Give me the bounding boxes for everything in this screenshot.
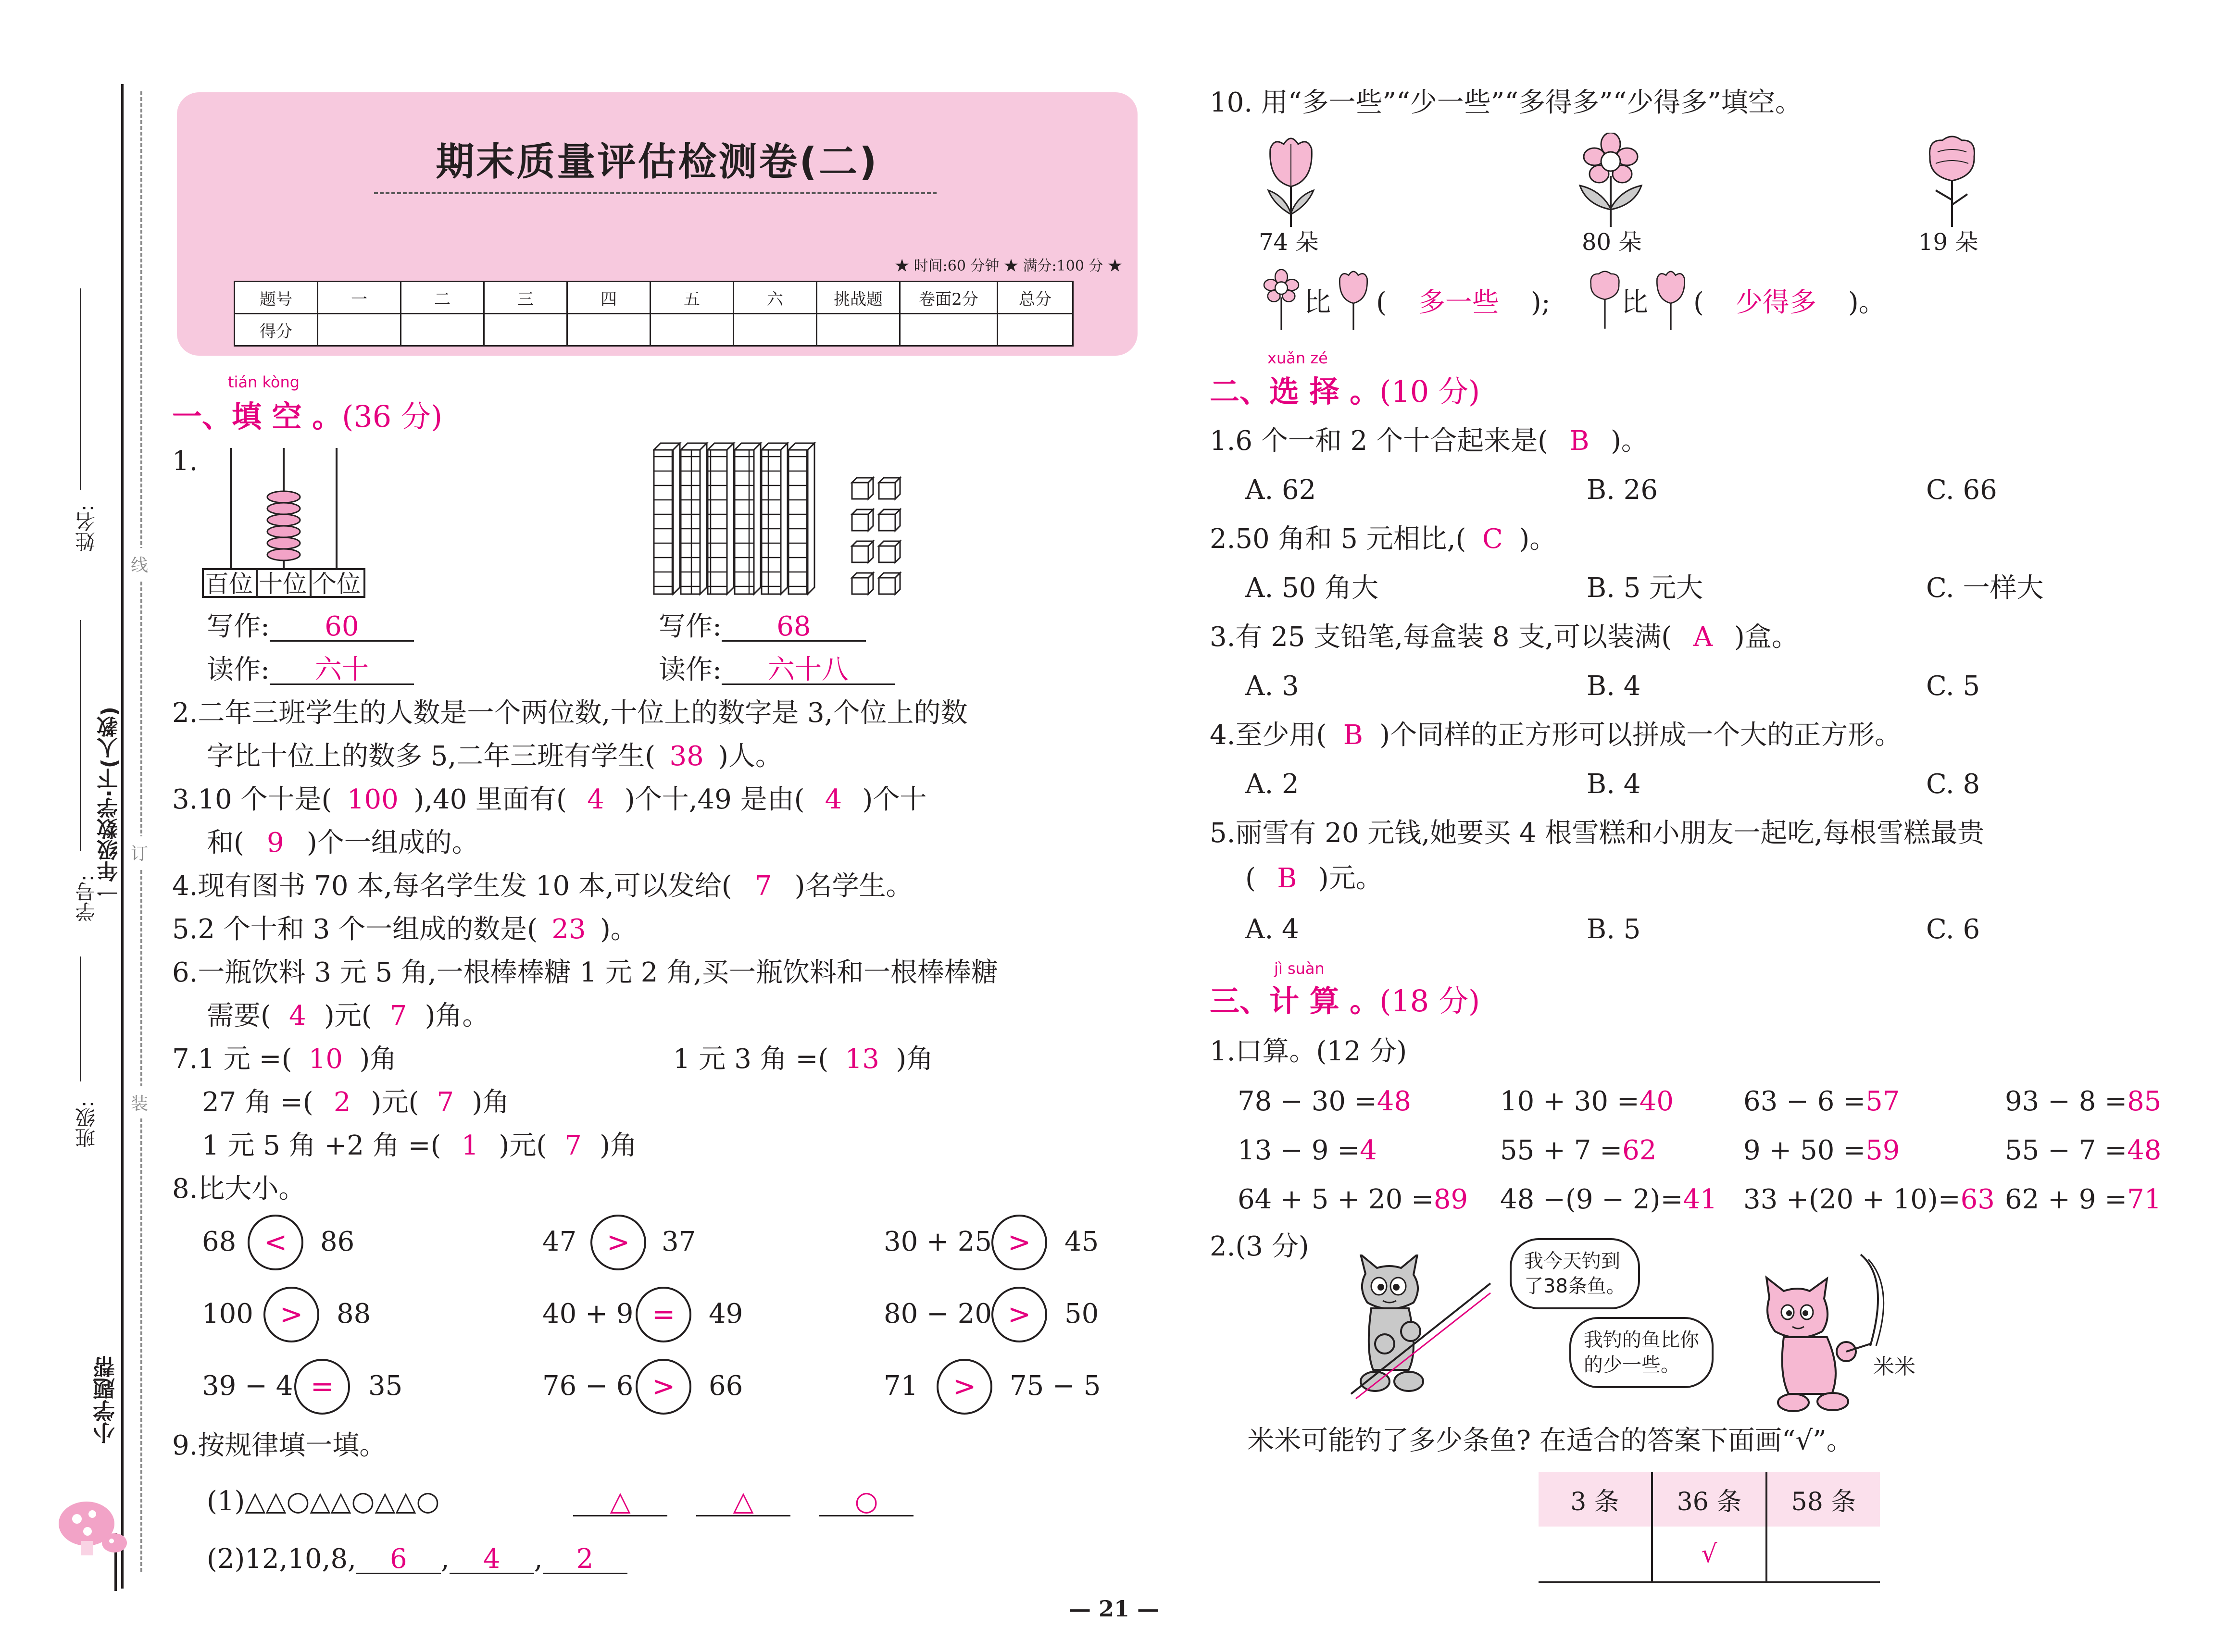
cmp-right: 49 xyxy=(709,1298,743,1329)
q7-text: 1 元 5 角 +2 角 =( xyxy=(202,1130,441,1161)
score-cell: 得分 xyxy=(235,314,318,346)
q7-answer-5[interactable]: 1 xyxy=(461,1130,479,1161)
s2-title xyxy=(1210,374,1480,409)
k1-title: 1.口算。(12 分) xyxy=(1210,1036,1407,1067)
score-input[interactable] xyxy=(567,314,651,346)
choice-option[interactable]: C. 66 xyxy=(1926,474,1997,506)
score-input[interactable] xyxy=(734,314,817,346)
q9-comma: , xyxy=(440,1543,450,1575)
q7-text: )元( xyxy=(371,1087,419,1118)
calc-expr: 93 − 8 = xyxy=(2005,1086,2128,1117)
cut-word-3: 装 xyxy=(131,1086,148,1118)
paren: ( xyxy=(1693,287,1704,318)
calc-answer[interactable]: 62 xyxy=(1622,1135,1657,1166)
calc-answer[interactable]: 41 xyxy=(1683,1184,1717,1215)
q2-text: )人。 xyxy=(718,741,782,772)
title-rule xyxy=(374,192,937,194)
score-cell: 总分 xyxy=(998,282,1073,314)
choice-option[interactable]: A. 62 xyxy=(1245,474,1316,506)
q3-text: )个一组成的。 xyxy=(306,827,479,858)
q5-text: 5.2 个十和 3 个一组成的数是( xyxy=(172,914,538,945)
name-line xyxy=(80,288,81,490)
calc-expr: 55 + 7 = xyxy=(1500,1135,1623,1166)
calc-answer[interactable]: 59 xyxy=(1865,1135,1900,1166)
q2-answer[interactable]: 38 xyxy=(669,741,704,772)
calc-expr: 9 + 50 = xyxy=(1743,1135,1866,1166)
cmp-left: 40 + 9 xyxy=(542,1298,634,1329)
k2-question: 米米可能钓了多少条鱼? 在适合的答案下面画“√”。 xyxy=(1247,1425,1853,1456)
cmp-sign-circle[interactable]: > xyxy=(937,1359,992,1415)
q9-comma: , xyxy=(534,1543,543,1575)
calc-answer[interactable]: 63 xyxy=(1960,1184,1995,1215)
q6-text: )元( xyxy=(324,1000,372,1031)
score-table-score-row xyxy=(235,314,1073,346)
cmp-left: 80 − 20 xyxy=(884,1298,992,1329)
q3-answer-4[interactable]: 9 xyxy=(267,827,284,858)
cmp-sign-circle[interactable]: > xyxy=(263,1287,319,1342)
q3-text: 和( xyxy=(207,827,244,858)
cmp-left: 76 − 6 xyxy=(542,1370,634,1402)
choice-5-answer[interactable]: B xyxy=(1277,863,1297,894)
cmp-sign-circle[interactable]: = xyxy=(294,1359,350,1415)
q5 xyxy=(172,916,638,943)
choice-option[interactable]: B. 5 xyxy=(1587,914,1641,945)
q4 xyxy=(172,870,913,902)
choice-option[interactable]: A. 50 角大 xyxy=(1245,572,1379,604)
q5-answer[interactable]: 23 xyxy=(551,914,586,945)
q4-text: 4.现有图书 70 本,每名学生发 10 本,可以发给( xyxy=(172,870,732,902)
q3-text: )个十,49 是由( xyxy=(624,784,805,815)
calc-answer[interactable]: 89 xyxy=(1433,1184,1468,1215)
q9-pattern-2 xyxy=(207,1543,627,1575)
q6-line2 xyxy=(207,1000,489,1031)
paren: )。 xyxy=(1848,287,1886,318)
calc-expr: 13 − 9 = xyxy=(1238,1135,1360,1166)
choice-text: 2.50 角和 5 元相比,( xyxy=(1210,523,1466,555)
score-cell: 三 xyxy=(484,282,567,314)
exam-title: 期末质量评估检测卷(二) xyxy=(436,139,879,184)
fish-options-row xyxy=(1539,1472,1880,1527)
write-label: 写作: xyxy=(659,611,722,642)
s1-title-text: 一、填 空 。 xyxy=(172,399,342,434)
q7-text: )角 xyxy=(472,1087,510,1118)
q5-text: )。 xyxy=(600,914,638,945)
flower-icon xyxy=(1577,133,1644,229)
choice-option[interactable]: B. 4 xyxy=(1587,769,1641,800)
choice-3-answer[interactable]: A xyxy=(1693,621,1713,653)
q9-blank[interactable]: 6 xyxy=(356,1546,441,1574)
q1-right-write xyxy=(659,613,866,642)
cube-blocks-figure xyxy=(653,442,913,601)
choice-5-question xyxy=(1245,865,1383,892)
q1-left-write-answer[interactable]: 60 xyxy=(270,613,414,642)
choice-text: ( xyxy=(1245,863,1256,894)
calc-answer[interactable]: 57 xyxy=(1865,1086,1900,1117)
score-cell: 四 xyxy=(567,282,651,314)
s1-pinyin: tián kòng xyxy=(228,373,300,391)
cmp-sign-circle[interactable]: > xyxy=(636,1359,691,1415)
calc-item xyxy=(1238,1186,1468,1213)
choice-option[interactable]: A. 3 xyxy=(1245,671,1299,702)
bubble-text: 我钓的鱼比你 xyxy=(1584,1329,1699,1351)
q7-text: 7.1 元 =( xyxy=(172,1043,292,1075)
k2-title: 2.(3 分) xyxy=(1210,1231,1309,1262)
cut-word-2: 订 xyxy=(131,836,148,869)
q10-line-2 xyxy=(1693,289,1886,316)
q4-text: )名学生。 xyxy=(794,870,913,902)
q9-blank[interactable]: 2 xyxy=(543,1546,627,1574)
choice-2-answer[interactable]: C xyxy=(1482,523,1503,555)
q6-answer-2[interactable]: 7 xyxy=(389,1000,407,1031)
q9-blank[interactable]: ○ xyxy=(819,1488,914,1516)
score-cell: 挑战题 xyxy=(817,282,900,314)
score-cell: 一 xyxy=(318,282,401,314)
fish-option: 36 条 xyxy=(1652,1472,1766,1527)
q7-text: )角 xyxy=(600,1130,637,1161)
q7-text: 1 元 3 角 =( xyxy=(673,1043,829,1075)
fish-option: 58 条 xyxy=(1766,1472,1880,1527)
q9-blank[interactable]: 4 xyxy=(450,1546,534,1574)
choice-option[interactable]: A. 2 xyxy=(1245,769,1299,800)
q6-text: 需要( xyxy=(207,1000,271,1031)
q2-text: 字比十位上的数多 5,二年三班有学生( xyxy=(207,741,656,772)
choice-text: )个同样的正方形可以拼成一个大的正方形。 xyxy=(1379,720,1902,751)
choice-5-line1: 5.丽雪有 20 元钱,她要买 4 根雪糕和小朋友一起吃,每根雪糕最贵 xyxy=(1210,818,1985,849)
calc-answer[interactable]: 48 xyxy=(1377,1086,1412,1117)
fish-marks-row xyxy=(1539,1527,1880,1582)
q7-text: 27 角 =( xyxy=(202,1087,313,1118)
q1-left-read-answer[interactable]: 六十 xyxy=(270,657,414,685)
calc-item xyxy=(1500,1137,1656,1164)
cat-speech-bubble xyxy=(1510,1238,1640,1309)
cmp-right: 50 xyxy=(1064,1298,1099,1329)
choice-option[interactable]: C. 6 xyxy=(1926,914,1980,945)
score-input[interactable] xyxy=(900,314,998,346)
s2-score: (10 分) xyxy=(1379,374,1480,409)
class-label: 班级: xyxy=(75,1101,98,1148)
number-label: 学号: xyxy=(75,875,98,922)
calc-item xyxy=(1238,1088,1411,1115)
choice-2-question xyxy=(1210,523,1557,555)
cmp-sign-circle[interactable]: > xyxy=(991,1287,1047,1342)
q9-title: 9.按规律填一填。 xyxy=(172,1430,387,1461)
fish-mark-cell[interactable]: √ xyxy=(1652,1527,1766,1582)
cmp-right: 86 xyxy=(320,1226,355,1257)
q1-number: 1. xyxy=(172,446,198,477)
choice-text: )。 xyxy=(1519,523,1557,555)
exam-header xyxy=(177,92,1138,356)
cmp-left: 39 − 4 xyxy=(202,1370,293,1402)
s2-title-text: 二、选 择 。 xyxy=(1210,374,1380,409)
calc-item xyxy=(1238,1137,1377,1164)
fish-mark-cell[interactable] xyxy=(1766,1527,1880,1582)
fish-answer-table xyxy=(1539,1472,1880,1583)
paren: ( xyxy=(1376,287,1387,318)
choice-text: )盒。 xyxy=(1734,621,1799,653)
calc-expr: 33 +(20 + 10)= xyxy=(1743,1184,1961,1215)
cmp-left: 30 + 25 xyxy=(884,1226,992,1257)
cat-illustration xyxy=(1337,1255,1495,1404)
calc-expr: 62 + 9 = xyxy=(2005,1184,2128,1215)
score-input[interactable] xyxy=(484,314,567,346)
q10-answer-2[interactable]: 少得多 xyxy=(1735,287,1816,318)
score-table-header-row xyxy=(235,282,1073,314)
q7-text: )角 xyxy=(359,1043,397,1075)
choice-option[interactable]: B. 4 xyxy=(1587,671,1641,702)
tulip-small-icon xyxy=(1333,267,1374,332)
bubble-text: 的少一些。 xyxy=(1584,1354,1680,1376)
q6-line1: 6.一瓶饮料 3 元 5 角,一根棒棒糖 1 元 2 角,买一瓶饮料和一根棒棒糖 xyxy=(172,957,998,988)
q10-answer-1[interactable]: 多一些 xyxy=(1418,287,1499,318)
score-table xyxy=(234,281,1074,347)
q3-answer-1[interactable]: 100 xyxy=(347,784,399,815)
choice-4-question xyxy=(1210,722,1902,749)
mushroom-icon xyxy=(58,1485,130,1557)
q7-answer-1[interactable]: 10 xyxy=(308,1043,343,1075)
calc-answer[interactable]: 71 xyxy=(2127,1184,2162,1215)
q3-answer-3[interactable]: 4 xyxy=(825,784,842,815)
cmp-left: 47 xyxy=(542,1226,577,1257)
tulip-small-icon xyxy=(1650,267,1691,332)
choice-option[interactable]: C. 一样大 xyxy=(1926,572,2044,604)
q9-blank[interactable]: △ xyxy=(696,1488,790,1516)
choice-text: )元。 xyxy=(1318,863,1383,894)
q10-bi-1: 比 xyxy=(1304,287,1331,318)
q6-answer-1[interactable]: 4 xyxy=(289,1000,306,1031)
choice-option[interactable]: C. 8 xyxy=(1926,769,1980,800)
cmp-right: 66 xyxy=(709,1370,743,1402)
calc-item xyxy=(2005,1186,2161,1213)
score-input[interactable] xyxy=(401,314,484,346)
score-cell: 二 xyxy=(401,282,484,314)
q6-text: )角。 xyxy=(425,1000,489,1031)
mimi-name: 米米 xyxy=(1873,1354,1915,1379)
grade-label: 一年级数学·下(人教) xyxy=(97,707,122,903)
cut-line xyxy=(140,91,142,1572)
q9-pattern-1: (1)△△○△△○△△○ xyxy=(207,1486,440,1517)
write-label: 写作: xyxy=(207,611,270,642)
s3-title-text: 三、计 算 。 xyxy=(1210,983,1380,1019)
score-cell: 六 xyxy=(734,282,817,314)
calc-item xyxy=(2005,1088,2161,1115)
q1-left-write xyxy=(207,613,414,642)
abacus-label-hundreds: 百位 xyxy=(205,570,253,598)
cmp-left: 100 xyxy=(202,1298,253,1329)
calc-answer[interactable]: 48 xyxy=(2127,1135,2162,1166)
abacus-label-ones: 个位 xyxy=(313,570,361,598)
calc-item xyxy=(1743,1137,1900,1164)
abacus-label-tens: 十位 xyxy=(259,570,307,598)
cmp-left: 71 xyxy=(884,1370,918,1402)
score-cell: 卷面2分 xyxy=(900,282,998,314)
cmp-right: 88 xyxy=(337,1298,371,1329)
choice-text: 1.6 个一和 2 个十合起来是( xyxy=(1210,425,1548,457)
q9-seq: (2)12,10,8, xyxy=(207,1543,356,1575)
class-line xyxy=(80,956,81,1081)
calc-expr: 55 − 7 = xyxy=(2005,1135,2128,1166)
carnation-small-icon xyxy=(1587,267,1623,332)
q7-row2 xyxy=(202,1089,509,1116)
calc-expr: 63 − 6 = xyxy=(1743,1086,1866,1117)
choice-text: 4.至少用( xyxy=(1210,720,1327,751)
score-input[interactable] xyxy=(998,314,1073,346)
q3-text: 3.10 个十是( xyxy=(172,784,332,815)
read-label: 读作: xyxy=(659,654,722,685)
choice-text: 3.有 25 支铅笔,每盒装 8 支,可以装满( xyxy=(1210,621,1672,653)
bubble-text: 我今天钓到 xyxy=(1524,1250,1620,1272)
mimi-speech-bubble xyxy=(1569,1317,1714,1388)
calc-expr: 10 + 30 = xyxy=(1500,1086,1640,1117)
q7-text: )角 xyxy=(896,1043,934,1075)
q7-row1-right xyxy=(673,1043,934,1075)
calc-expr: 64 + 5 + 20 = xyxy=(1238,1184,1434,1215)
q9-blank[interactable]: △ xyxy=(573,1488,667,1516)
choice-option[interactable]: B. 26 xyxy=(1587,474,1658,506)
fish-mark-cell[interactable] xyxy=(1539,1527,1652,1582)
cmp-right: 75 − 5 xyxy=(1010,1370,1101,1402)
mimi-cat-illustration xyxy=(1750,1250,1899,1413)
q7-answer-3[interactable]: 2 xyxy=(333,1087,351,1118)
score-input[interactable] xyxy=(651,314,734,346)
tulip-icon xyxy=(1260,133,1322,229)
number-line xyxy=(80,620,81,851)
score-cell: 五 xyxy=(651,282,734,314)
cmp-sign-circle[interactable]: > xyxy=(590,1215,646,1270)
s3-title xyxy=(1210,983,1480,1019)
q10-count-3: 19 朵 xyxy=(1918,229,1978,256)
q2-line2 xyxy=(207,743,782,770)
s2-pinyin: xuǎn zé xyxy=(1267,349,1328,367)
q3-text: ),40 里面有( xyxy=(413,784,567,815)
calc-expr: 78 − 30 = xyxy=(1238,1086,1377,1117)
q7-text: )元( xyxy=(499,1130,547,1161)
q1-left-read xyxy=(207,654,414,685)
calc-answer[interactable]: 40 xyxy=(1639,1086,1674,1117)
choice-option[interactable]: C. 5 xyxy=(1926,671,1980,702)
cmp-right: 35 xyxy=(368,1370,403,1402)
q10-count-2: 80 朵 xyxy=(1582,229,1642,256)
calc-item xyxy=(2005,1137,2161,1164)
calc-item xyxy=(1743,1186,1995,1213)
cmp-sign-circle[interactable]: > xyxy=(991,1215,1047,1270)
choice-4-answer[interactable]: B xyxy=(1343,720,1363,751)
cmp-left: 68 xyxy=(202,1226,237,1257)
q2-line1: 2.二年三班学生的人数是一个两位数,十位上的数字是 3,个位上的数 xyxy=(172,697,968,729)
score-input[interactable] xyxy=(817,314,900,346)
choice-option[interactable]: A. 4 xyxy=(1245,914,1299,945)
q1-right-write-answer[interactable]: 68 xyxy=(722,613,866,642)
cmp-sign-circle[interactable]: = xyxy=(636,1287,691,1342)
calc-answer[interactable]: 85 xyxy=(2127,1086,2162,1117)
carnation-icon xyxy=(1923,133,1981,229)
choice-1-question xyxy=(1210,425,1648,457)
calc-item xyxy=(1500,1088,1674,1115)
flower-small-icon xyxy=(1260,269,1303,332)
calc-answer[interactable]: 4 xyxy=(1360,1135,1377,1166)
q7-answer-6[interactable]: 7 xyxy=(564,1130,582,1161)
q10-count-1: 74 朵 xyxy=(1259,229,1319,256)
q1-right-read xyxy=(659,654,895,685)
brand-label: 小学题帮 xyxy=(92,1355,118,1444)
s1-score: (36 分) xyxy=(342,399,443,434)
score-cell: 题号 xyxy=(235,282,318,314)
s3-pinyin: jì suàn xyxy=(1274,959,1325,978)
bubble-text: 了38条鱼。 xyxy=(1524,1275,1626,1297)
calc-expr: 48 −(9 − 2)= xyxy=(1500,1184,1683,1215)
name-label: 姓名: xyxy=(75,505,98,552)
q3-text: )个十 xyxy=(862,784,927,815)
choice-text: )。 xyxy=(1610,425,1648,457)
q7-row1-left xyxy=(172,1043,397,1075)
s3-score: (18 分) xyxy=(1379,983,1480,1019)
q3-answer-2[interactable]: 4 xyxy=(587,784,604,815)
q8-title: 8.比大小。 xyxy=(172,1173,306,1205)
q7-row3 xyxy=(202,1132,637,1159)
time-info: ★ 时间:60 分钟 ★ 满分:100 分 ★ xyxy=(895,258,1122,274)
q1-right-read-answer[interactable]: 六十八 xyxy=(722,657,895,685)
cmp-right: 45 xyxy=(1064,1226,1099,1257)
paren: ); xyxy=(1530,287,1551,318)
cmp-right: 37 xyxy=(662,1226,696,1257)
cmp-sign-circle[interactable]: < xyxy=(248,1215,303,1270)
choice-1-answer[interactable]: B xyxy=(1569,425,1590,457)
q9-answers-1 xyxy=(573,1488,914,1516)
q7-answer-2[interactable]: 13 xyxy=(845,1043,879,1075)
q3-line2 xyxy=(207,827,479,858)
q4-answer[interactable]: 7 xyxy=(754,870,772,902)
choice-option[interactable]: B. 5 元大 xyxy=(1587,572,1703,604)
q10-line-1 xyxy=(1376,289,1551,316)
q10-bi-2: 比 xyxy=(1621,287,1648,318)
q7-answer-4[interactable]: 7 xyxy=(437,1087,454,1118)
read-label: 读作: xyxy=(207,654,270,685)
page-number: — 21 — xyxy=(1068,1596,1160,1622)
cut-word-1: 线 xyxy=(131,548,148,580)
calc-item xyxy=(1500,1186,1717,1213)
calc-item xyxy=(1743,1088,1900,1115)
fish-option: 3 条 xyxy=(1539,1472,1652,1527)
q3-line1 xyxy=(172,786,926,813)
score-input[interactable] xyxy=(318,314,401,346)
q10-title: 10. 用“多一些”“少一些”“多得多”“少得多”填空。 xyxy=(1210,87,1802,118)
choice-3-question xyxy=(1210,621,1799,653)
s1-title xyxy=(172,399,443,434)
